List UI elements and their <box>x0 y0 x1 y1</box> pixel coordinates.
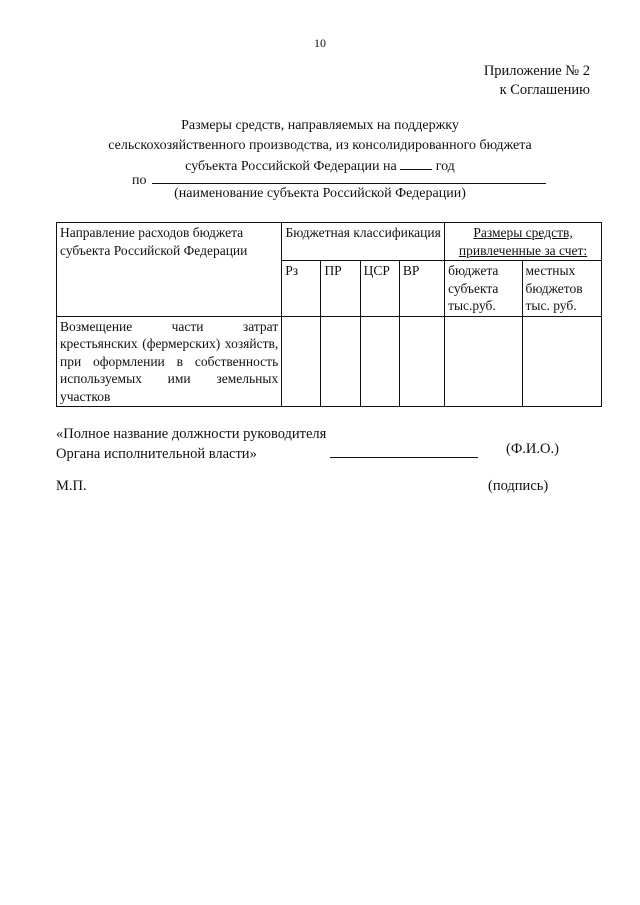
heading-line-1: Размеры средств, направляемых на поддержку <box>181 118 459 133</box>
header-rz: Рз <box>282 261 321 317</box>
row-csr <box>360 316 399 407</box>
header-csr: ЦСР <box>360 261 399 317</box>
row-rz <box>282 316 321 407</box>
year-blank-field <box>400 155 432 170</box>
document-heading <box>60 116 580 177</box>
row-vr <box>399 316 444 407</box>
fio-label: (Ф.И.О.) <box>506 441 559 457</box>
header-funds-sizes: Размеры средств, привлеченные за счет: <box>445 223 602 261</box>
signature-position-line-1: «Полное название должности руководителя <box>56 426 327 442</box>
subject-name-caption: (наименование субъекта Российской Федерации) <box>174 186 466 201</box>
appendix-agreement: к Соглашению <box>499 82 590 98</box>
appendix-label <box>484 62 590 100</box>
header-budget-classification: Бюджетная классификация <box>282 223 445 261</box>
header-vr: ВР <box>399 261 444 317</box>
page-number: 10 <box>314 36 326 50</box>
stamp-place-label: М.П. <box>56 478 87 494</box>
row-pr <box>321 316 360 407</box>
table-row <box>57 316 602 407</box>
signature-blank-line <box>330 457 478 458</box>
table-header-row-1 <box>57 223 602 261</box>
subject-name-blank <box>152 169 546 184</box>
signature-block <box>56 425 326 464</box>
row-subject-budget <box>445 316 522 407</box>
row-local-budgets <box>522 316 602 407</box>
po-label: по <box>132 173 147 188</box>
header-pr: ПР <box>321 261 360 317</box>
appendix-title: Приложение № 2 <box>483 63 590 79</box>
heading-line-3-suffix: год <box>435 159 455 174</box>
header-local-budgets: местных бюджетов тыс. руб. <box>522 261 602 317</box>
signature-caption: (подпись) <box>488 478 549 494</box>
heading-line-2: сельскохозяйственного производства, из консолидированного бюджета <box>108 137 532 153</box>
header-subject-budget: бюджета субъекта тыс.руб. <box>445 261 522 317</box>
row-direction: Возмещение части затрат крестьянских (фермерских) хозяйств, при оформлении в собственность используемых ими земельных участков <box>57 316 282 407</box>
signature-position-line-2: Органа исполнительной власти» <box>56 445 257 462</box>
header-direction: Направление расходов бюджета субъекта Российской Федерации <box>57 223 282 317</box>
heading-line-3-prefix: субъекта Российской Федерации на <box>185 159 397 174</box>
budget-table <box>56 222 602 407</box>
